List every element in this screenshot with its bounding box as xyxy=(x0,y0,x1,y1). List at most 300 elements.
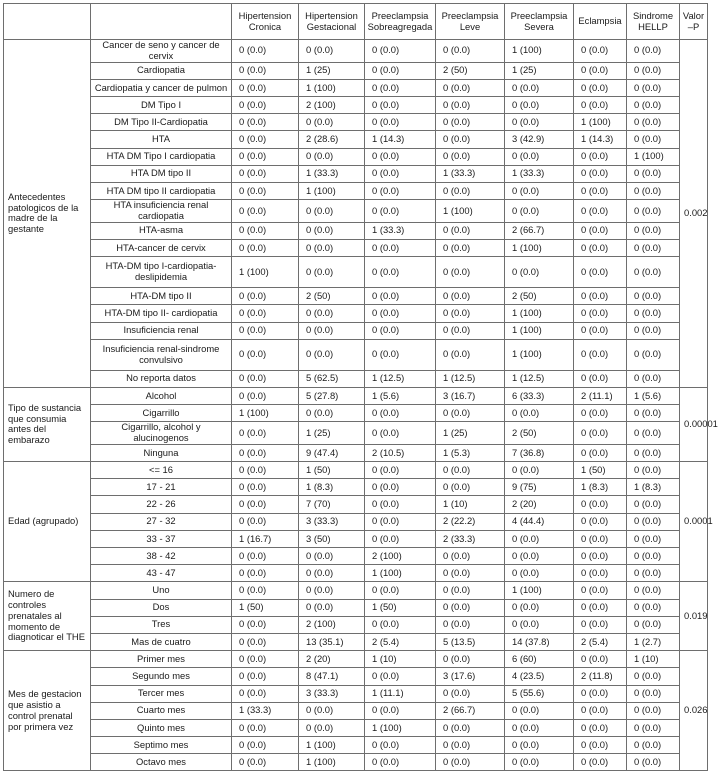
header-cell: Hipertension Gestacional xyxy=(299,4,365,40)
value-cell: 1 (25) xyxy=(299,422,365,445)
table-row xyxy=(4,387,708,404)
value-cell: 0 (0.0) xyxy=(505,702,574,719)
value-cell: 0 (0.0) xyxy=(299,322,365,339)
value-cell: 5 (13.5) xyxy=(436,633,505,650)
value-cell: 0 (0.0) xyxy=(232,339,299,370)
value-cell: 2 (100) xyxy=(299,616,365,633)
value-cell: 0 (0.0) xyxy=(365,114,436,131)
value-cell: 0 (0.0) xyxy=(232,548,299,565)
value-cell: 0 (0.0) xyxy=(627,582,680,599)
value-cell: 1 (100) xyxy=(299,182,365,199)
value-cell: 3 (50) xyxy=(299,530,365,547)
value-cell: 0 (0.0) xyxy=(574,548,627,565)
table-row xyxy=(4,288,708,305)
value-cell: 1 (100) xyxy=(505,339,574,370)
value-cell: 0 (0.0) xyxy=(232,148,299,165)
value-cell: 0 (0.0) xyxy=(232,182,299,199)
value-cell: 0 (0.0) xyxy=(365,754,436,771)
variable-label: Antecedentes patologicos de la madre de la gestante xyxy=(4,40,91,388)
value-cell: 0 (0.0) xyxy=(232,370,299,387)
value-cell: 0 (0.0) xyxy=(627,668,680,685)
value-cell: 0 (0.0) xyxy=(627,370,680,387)
table-row xyxy=(4,616,708,633)
value-cell: 1 (25) xyxy=(299,62,365,79)
value-cell: 0 (0.0) xyxy=(436,288,505,305)
value-cell: 0 (0.0) xyxy=(232,239,299,256)
value-cell: 0 (0.0) xyxy=(505,565,574,582)
value-cell: 1 (100) xyxy=(505,582,574,599)
value-cell: 0 (0.0) xyxy=(232,719,299,736)
p-value-cell: 0.00001 xyxy=(680,387,708,461)
value-cell: 0 (0.0) xyxy=(505,405,574,422)
value-cell: 14 (37.8) xyxy=(505,633,574,650)
value-cell: 0 (0.0) xyxy=(232,496,299,513)
value-cell: 0 (0.0) xyxy=(365,616,436,633)
value-cell: 0 (0.0) xyxy=(627,444,680,461)
value-cell: 0 (0.0) xyxy=(627,737,680,754)
category-cell: No reporta datos xyxy=(91,370,232,387)
value-cell: 0 (0.0) xyxy=(365,288,436,305)
table-row xyxy=(4,405,708,422)
table-row xyxy=(4,131,708,148)
value-cell: 2 (22.2) xyxy=(436,513,505,530)
value-cell: 1 (100) xyxy=(299,79,365,96)
value-cell: 0 (0.0) xyxy=(627,405,680,422)
value-cell: 1 (14.3) xyxy=(365,131,436,148)
value-cell: 2 (5.4) xyxy=(574,633,627,650)
value-cell: 1 (14.3) xyxy=(574,131,627,148)
value-cell: 0 (0.0) xyxy=(365,305,436,322)
value-cell: 0 (0.0) xyxy=(365,479,436,496)
value-cell: 0 (0.0) xyxy=(299,405,365,422)
value-cell: 6 (33.3) xyxy=(505,387,574,404)
value-cell: 0 (0.0) xyxy=(627,305,680,322)
value-cell: 0 (0.0) xyxy=(627,339,680,370)
value-cell: 0 (0.0) xyxy=(436,651,505,668)
value-cell: 1 (5.3) xyxy=(436,444,505,461)
value-cell: 1 (100) xyxy=(436,200,505,223)
category-cell: Insuficiencia renal xyxy=(91,322,232,339)
value-cell: 1 (12.5) xyxy=(505,370,574,387)
value-cell: 0 (0.0) xyxy=(574,651,627,668)
category-cell: DM Tipo I xyxy=(91,97,232,114)
table-row xyxy=(4,40,708,63)
value-cell: 2 (20) xyxy=(299,651,365,668)
value-cell: 7 (36.8) xyxy=(505,444,574,461)
value-cell: 0 (0.0) xyxy=(627,222,680,239)
table-row xyxy=(4,239,708,256)
value-cell: 1 (10) xyxy=(627,651,680,668)
value-cell: 1 (33.3) xyxy=(365,222,436,239)
value-cell: 2 (5.4) xyxy=(365,633,436,650)
value-cell: 0 (0.0) xyxy=(232,754,299,771)
value-cell: 0 (0.0) xyxy=(299,548,365,565)
value-cell: 4 (44.4) xyxy=(505,513,574,530)
p-value-cell: 0.019 xyxy=(680,582,708,651)
value-cell: 0 (0.0) xyxy=(365,165,436,182)
value-cell: 0 (0.0) xyxy=(627,702,680,719)
value-cell: 4 (23.5) xyxy=(505,668,574,685)
value-cell: 0 (0.0) xyxy=(232,444,299,461)
header-cell: Preeclampsia Leve xyxy=(436,4,505,40)
value-cell: 2 (20) xyxy=(505,496,574,513)
value-cell: 0 (0.0) xyxy=(627,719,680,736)
p-value-cell: 0.002 xyxy=(680,40,708,388)
value-cell: 0 (0.0) xyxy=(574,339,627,370)
value-cell: 0 (0.0) xyxy=(627,97,680,114)
category-cell: HTA-cancer de cervix xyxy=(91,239,232,256)
category-cell: HTA-DM tipo II xyxy=(91,288,232,305)
value-cell: 0 (0.0) xyxy=(574,719,627,736)
value-cell: 0 (0.0) xyxy=(299,305,365,322)
value-cell: 1 (33.3) xyxy=(232,702,299,719)
value-cell: 0 (0.0) xyxy=(505,616,574,633)
value-cell: 1 (2.7) xyxy=(627,633,680,650)
value-cell: 1 (11.1) xyxy=(365,685,436,702)
value-cell: 0 (0.0) xyxy=(436,754,505,771)
header-cell xyxy=(91,4,232,40)
value-cell: 0 (0.0) xyxy=(505,548,574,565)
header-cell xyxy=(4,4,91,40)
value-cell: 0 (0.0) xyxy=(627,322,680,339)
category-cell: Tres xyxy=(91,616,232,633)
category-cell: DM Tipo II-Cardiopatia xyxy=(91,114,232,131)
value-cell: 0 (0.0) xyxy=(436,599,505,616)
category-cell: 27 - 32 xyxy=(91,513,232,530)
value-cell: 0 (0.0) xyxy=(574,239,627,256)
table-row xyxy=(4,530,708,547)
table-body xyxy=(4,39,718,771)
value-cell: 0 (0.0) xyxy=(232,288,299,305)
value-cell: 0 (0.0) xyxy=(436,305,505,322)
value-cell: 0 (0.0) xyxy=(627,239,680,256)
table-row xyxy=(4,182,708,199)
value-cell: 0 (0.0) xyxy=(436,719,505,736)
table-row xyxy=(4,754,708,771)
header-row xyxy=(4,4,708,40)
table-row xyxy=(4,513,708,530)
category-cell: Mas de cuatro xyxy=(91,633,232,650)
variable-label: Tipo de sustancia que consumia antes del embarazo xyxy=(4,387,91,461)
value-cell: 0 (0.0) xyxy=(574,702,627,719)
value-cell: 2 (11.8) xyxy=(574,668,627,685)
value-cell: 0 (0.0) xyxy=(574,405,627,422)
value-cell: 0 (0.0) xyxy=(299,40,365,63)
value-cell: 0 (0.0) xyxy=(574,182,627,199)
value-cell: 0 (0.0) xyxy=(574,444,627,461)
value-cell: 1 (8.3) xyxy=(574,479,627,496)
table-row xyxy=(4,582,708,599)
value-cell: 0 (0.0) xyxy=(299,582,365,599)
value-cell: 8 (47.1) xyxy=(299,668,365,685)
value-cell: 0 (0.0) xyxy=(232,131,299,148)
value-cell: 13 (35.1) xyxy=(299,633,365,650)
value-cell: 0 (0.0) xyxy=(365,257,436,288)
table-row xyxy=(4,719,708,736)
value-cell: 0 (0.0) xyxy=(574,737,627,754)
category-cell: Cigarrillo xyxy=(91,405,232,422)
value-cell: 0 (0.0) xyxy=(436,322,505,339)
value-cell: 1 (50) xyxy=(365,599,436,616)
value-cell: 0 (0.0) xyxy=(436,114,505,131)
value-cell: 3 (42.9) xyxy=(505,131,574,148)
value-cell: 0 (0.0) xyxy=(436,222,505,239)
value-cell: 0 (0.0) xyxy=(574,165,627,182)
value-cell: 1 (5.6) xyxy=(365,387,436,404)
table-row xyxy=(4,257,708,288)
value-cell: 0 (0.0) xyxy=(574,370,627,387)
value-cell: 0 (0.0) xyxy=(574,422,627,445)
value-cell: 6 (60) xyxy=(505,651,574,668)
value-cell: 0 (0.0) xyxy=(627,257,680,288)
value-cell: 0 (0.0) xyxy=(436,737,505,754)
value-cell: 0 (0.0) xyxy=(627,182,680,199)
value-cell: 1 (50) xyxy=(574,462,627,479)
value-cell: 0 (0.0) xyxy=(627,114,680,131)
table-row xyxy=(4,599,708,616)
value-cell: 0 (0.0) xyxy=(574,257,627,288)
value-cell: 2 (66.7) xyxy=(436,702,505,719)
value-cell: 0 (0.0) xyxy=(505,462,574,479)
value-cell: 0 (0.0) xyxy=(232,62,299,79)
table-row xyxy=(4,370,708,387)
value-cell: 0 (0.0) xyxy=(232,565,299,582)
value-cell: 0 (0.0) xyxy=(627,754,680,771)
value-cell: 0 (0.0) xyxy=(627,62,680,79)
value-cell: 2 (50) xyxy=(436,62,505,79)
value-cell: 0 (0.0) xyxy=(436,339,505,370)
value-cell: 0 (0.0) xyxy=(232,79,299,96)
value-cell: 0 (0.0) xyxy=(627,599,680,616)
value-cell: 1 (50) xyxy=(299,462,365,479)
category-cell: HTA-DM tipo II- cardiopatia xyxy=(91,305,232,322)
value-cell: 0 (0.0) xyxy=(232,479,299,496)
value-cell: 0 (0.0) xyxy=(574,97,627,114)
table-row xyxy=(4,422,708,445)
table-container xyxy=(3,3,718,771)
value-cell: 0 (0.0) xyxy=(365,668,436,685)
value-cell: 0 (0.0) xyxy=(232,582,299,599)
value-cell: 5 (62.5) xyxy=(299,370,365,387)
value-cell: 0 (0.0) xyxy=(627,200,680,223)
value-cell: 0 (0.0) xyxy=(627,616,680,633)
table-row xyxy=(4,444,708,461)
value-cell: 0 (0.0) xyxy=(299,200,365,223)
value-cell: 0 (0.0) xyxy=(365,737,436,754)
value-cell: 0 (0.0) xyxy=(627,422,680,445)
value-cell: 0 (0.0) xyxy=(232,222,299,239)
value-cell: 0 (0.0) xyxy=(627,548,680,565)
value-cell: 0 (0.0) xyxy=(505,599,574,616)
value-cell: 5 (55.6) xyxy=(505,685,574,702)
value-cell: 1 (33.3) xyxy=(505,165,574,182)
value-cell: 0 (0.0) xyxy=(574,565,627,582)
header-cell: Eclampsia xyxy=(574,4,627,40)
value-cell: 0 (0.0) xyxy=(232,165,299,182)
value-cell: 0 (0.0) xyxy=(365,322,436,339)
value-cell: 1 (12.5) xyxy=(365,370,436,387)
value-cell: 0 (0.0) xyxy=(232,685,299,702)
value-cell: 0 (0.0) xyxy=(574,530,627,547)
data-table xyxy=(3,3,718,771)
value-cell: 0 (0.0) xyxy=(436,79,505,96)
value-cell: 0 (0.0) xyxy=(574,62,627,79)
value-cell: 0 (0.0) xyxy=(627,288,680,305)
value-cell: 0 (0.0) xyxy=(365,62,436,79)
value-cell: 0 (0.0) xyxy=(232,737,299,754)
value-cell: 0 (0.0) xyxy=(232,97,299,114)
value-cell: 0 (0.0) xyxy=(574,685,627,702)
value-cell: 3 (33.3) xyxy=(299,513,365,530)
value-cell: 9 (47.4) xyxy=(299,444,365,461)
value-cell: 0 (0.0) xyxy=(232,616,299,633)
value-cell: 0 (0.0) xyxy=(299,222,365,239)
value-cell: 0 (0.0) xyxy=(436,548,505,565)
value-cell: 0 (0.0) xyxy=(627,131,680,148)
value-cell: 0 (0.0) xyxy=(574,754,627,771)
value-cell: 0 (0.0) xyxy=(505,200,574,223)
value-cell: 0 (0.0) xyxy=(365,182,436,199)
value-cell: 0 (0.0) xyxy=(365,200,436,223)
value-cell: 1 (10) xyxy=(365,651,436,668)
value-cell: 2 (33.3) xyxy=(436,530,505,547)
value-cell: 2 (50) xyxy=(505,422,574,445)
category-cell: Alcohol xyxy=(91,387,232,404)
value-cell: 5 (27.8) xyxy=(299,387,365,404)
value-cell: 0 (0.0) xyxy=(436,97,505,114)
table-row xyxy=(4,200,708,223)
category-cell: Cardiopatia y cancer de pulmon xyxy=(91,79,232,96)
value-cell: 0 (0.0) xyxy=(365,79,436,96)
value-cell: 1 (10) xyxy=(436,496,505,513)
table-row xyxy=(4,685,708,702)
table-row xyxy=(4,322,708,339)
category-cell: 17 - 21 xyxy=(91,479,232,496)
category-cell: HTA xyxy=(91,131,232,148)
p-value-cell: 0.0001 xyxy=(680,462,708,582)
value-cell: 0 (0.0) xyxy=(232,200,299,223)
value-cell: 0 (0.0) xyxy=(436,582,505,599)
value-cell: 7 (70) xyxy=(299,496,365,513)
value-cell: 0 (0.0) xyxy=(232,633,299,650)
category-cell: Primer mes xyxy=(91,651,232,668)
value-cell: 0 (0.0) xyxy=(365,422,436,445)
value-cell: 0 (0.0) xyxy=(436,239,505,256)
value-cell: 0 (0.0) xyxy=(627,165,680,182)
variable-label: Numero de controles prenatales al momento de diagnoticar el THE xyxy=(4,582,91,651)
value-cell: 0 (0.0) xyxy=(436,462,505,479)
category-cell: Cardiopatia xyxy=(91,62,232,79)
category-cell: Ninguna xyxy=(91,444,232,461)
value-cell: 0 (0.0) xyxy=(627,79,680,96)
category-cell: Insuficiencia renal-sindrome convulsivo xyxy=(91,339,232,370)
value-cell: 0 (0.0) xyxy=(365,496,436,513)
value-cell: 1 (100) xyxy=(299,737,365,754)
value-cell: 9 (75) xyxy=(505,479,574,496)
table-row xyxy=(4,62,708,79)
value-cell: 1 (33.3) xyxy=(436,165,505,182)
value-cell: 0 (0.0) xyxy=(436,148,505,165)
value-cell: 1 (5.6) xyxy=(627,387,680,404)
value-cell: 0 (0.0) xyxy=(232,513,299,530)
value-cell: 0 (0.0) xyxy=(574,40,627,63)
value-cell: 1 (100) xyxy=(627,148,680,165)
value-cell: 2 (100) xyxy=(365,548,436,565)
category-cell: HTA DM tipo II xyxy=(91,165,232,182)
value-cell: 0 (0.0) xyxy=(299,599,365,616)
value-cell: 0 (0.0) xyxy=(365,702,436,719)
p-value-cell: 0.026 xyxy=(680,651,708,771)
header-cell: Preeclampsia Sobreagregada xyxy=(365,4,436,40)
table-row xyxy=(4,702,708,719)
table-row xyxy=(4,148,708,165)
value-cell: 0 (0.0) xyxy=(574,222,627,239)
value-cell: 0 (0.0) xyxy=(232,462,299,479)
value-cell: 0 (0.0) xyxy=(299,719,365,736)
value-cell: 0 (0.0) xyxy=(436,405,505,422)
header-cell: Sindrome HELLP xyxy=(627,4,680,40)
table-row xyxy=(4,222,708,239)
value-cell: 0 (0.0) xyxy=(436,616,505,633)
value-cell: 2 (50) xyxy=(299,288,365,305)
value-cell: 0 (0.0) xyxy=(574,148,627,165)
value-cell: 1 (50) xyxy=(232,599,299,616)
category-cell: Septimo mes xyxy=(91,737,232,754)
value-cell: 0 (0.0) xyxy=(232,387,299,404)
table-row xyxy=(4,565,708,582)
category-cell: Dos xyxy=(91,599,232,616)
category-cell: <= 16 xyxy=(91,462,232,479)
value-cell: 0 (0.0) xyxy=(436,40,505,63)
table-row xyxy=(4,97,708,114)
value-cell: 1 (16.7) xyxy=(232,530,299,547)
value-cell: 0 (0.0) xyxy=(365,339,436,370)
value-cell: 0 (0.0) xyxy=(299,239,365,256)
category-cell: Cancer de seno y cancer de cervix xyxy=(91,40,232,63)
value-cell: 0 (0.0) xyxy=(574,322,627,339)
table-row xyxy=(4,339,708,370)
value-cell: 0 (0.0) xyxy=(627,462,680,479)
value-cell: 0 (0.0) xyxy=(505,148,574,165)
category-cell: 22 - 26 xyxy=(91,496,232,513)
value-cell: 0 (0.0) xyxy=(574,599,627,616)
value-cell: 0 (0.0) xyxy=(574,496,627,513)
table-row xyxy=(4,496,708,513)
value-cell: 0 (0.0) xyxy=(627,565,680,582)
value-cell: 2 (66.7) xyxy=(505,222,574,239)
header-cell: Preeclampsia Severa xyxy=(505,4,574,40)
table-row xyxy=(4,114,708,131)
value-cell: 3 (33.3) xyxy=(299,685,365,702)
value-cell: 2 (11.1) xyxy=(574,387,627,404)
category-cell: Quinto mes xyxy=(91,719,232,736)
category-cell: HTA DM tipo II cardiopatia xyxy=(91,182,232,199)
value-cell: 0 (0.0) xyxy=(505,719,574,736)
variable-label: Edad (agrupado) xyxy=(4,462,91,582)
value-cell: 2 (50) xyxy=(505,288,574,305)
value-cell: 1 (100) xyxy=(574,114,627,131)
value-cell: 0 (0.0) xyxy=(574,200,627,223)
value-cell: 0 (0.0) xyxy=(436,257,505,288)
value-cell: 0 (0.0) xyxy=(574,616,627,633)
table-row xyxy=(4,633,708,650)
value-cell: 0 (0.0) xyxy=(627,685,680,702)
value-cell: 0 (0.0) xyxy=(232,651,299,668)
category-cell: Octavo mes xyxy=(91,754,232,771)
value-cell: 2 (100) xyxy=(299,97,365,114)
value-cell: 1 (100) xyxy=(365,565,436,582)
value-cell: 0 (0.0) xyxy=(299,148,365,165)
